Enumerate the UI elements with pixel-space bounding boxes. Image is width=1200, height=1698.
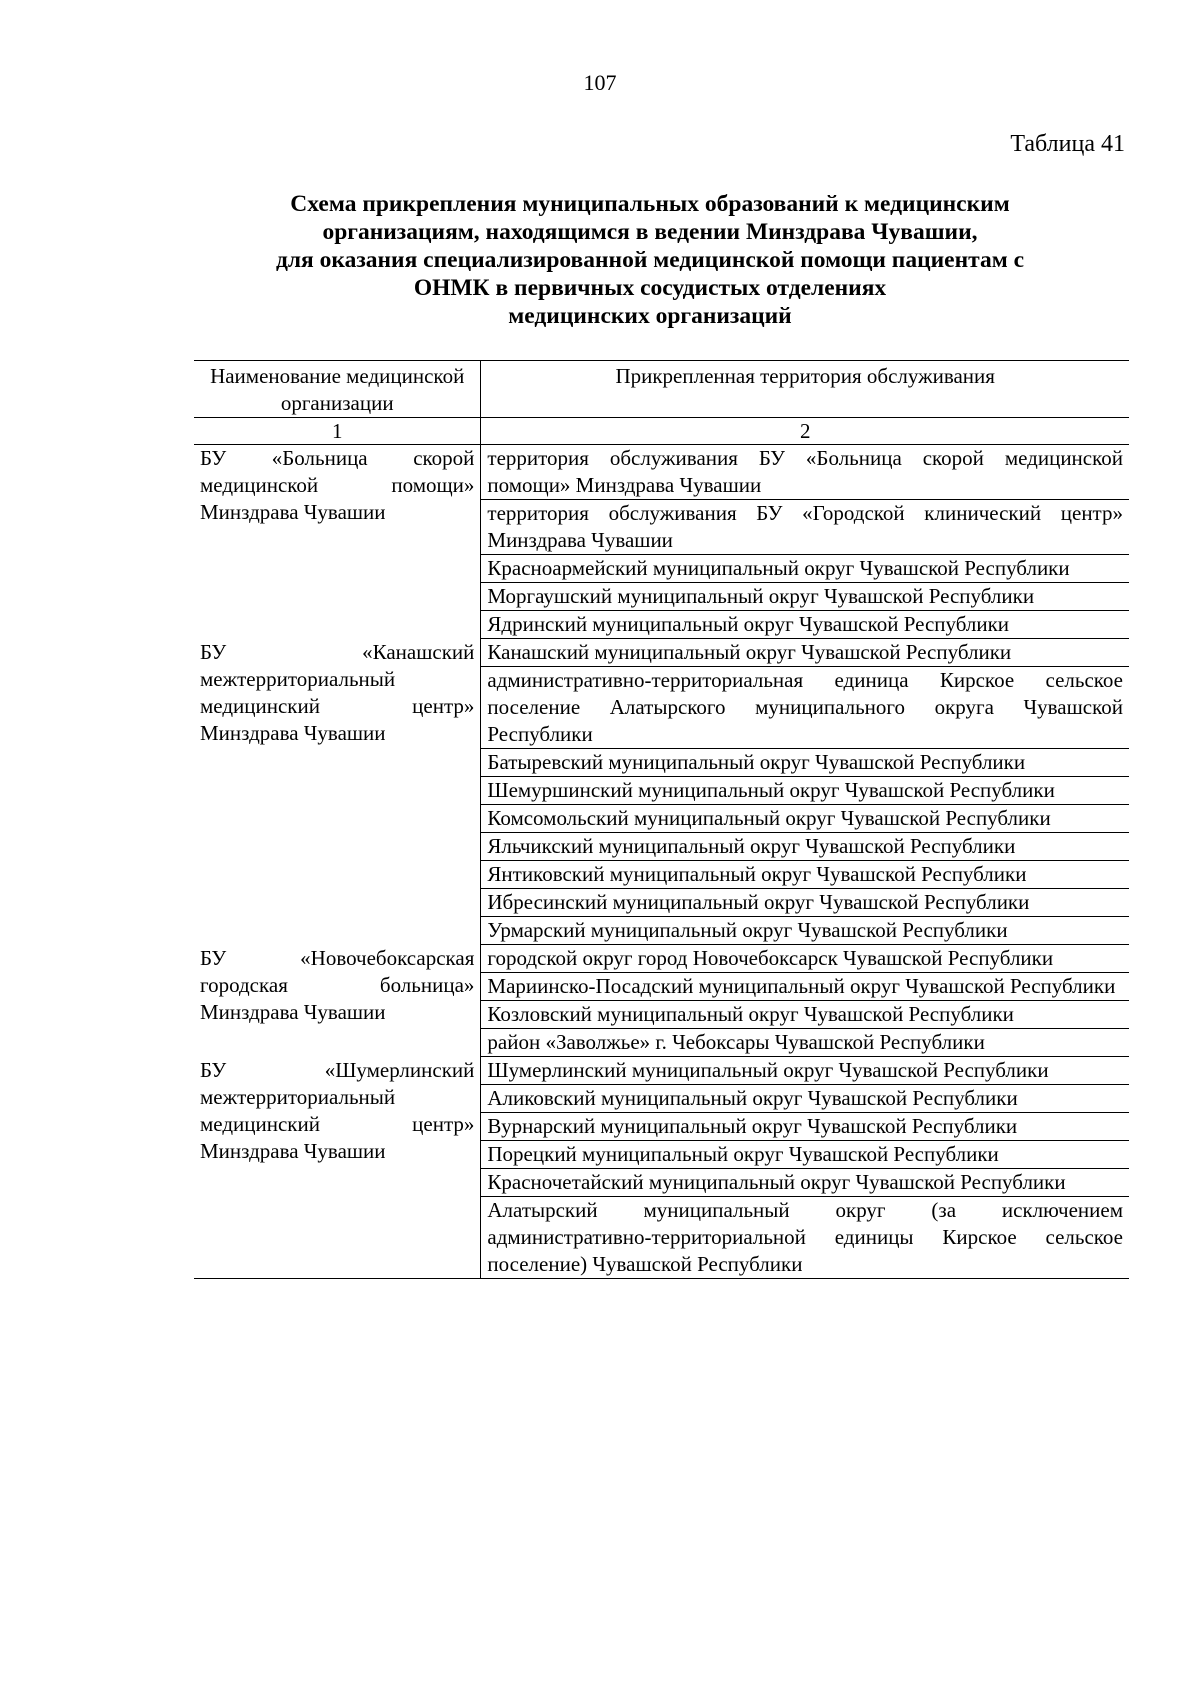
column-number-2: 2 xyxy=(481,418,1129,445)
organization-cell: БУ «Больница скорой медицинской помощи» Минздрава Чувашии xyxy=(194,445,481,639)
territory-cell: Яльчикский муниципальный округ Чувашской Республики xyxy=(481,833,1129,861)
organization-cell: БУ «Шумерлинский межтерриториальный медицинский центр» Минздрава Чувашии xyxy=(194,1057,481,1279)
territory-cell: Аликовский муниципальный округ Чувашской Республики xyxy=(481,1085,1129,1113)
territory-cell: городской округ город Новочебоксарск Чувашской Республики xyxy=(481,945,1129,973)
title-line: медицинских организаций xyxy=(508,303,792,329)
territory-cell: Батыревский муниципальный округ Чувашской Республики xyxy=(481,749,1129,777)
territory-cell: Шемуршинский муниципальный округ Чувашской Республики xyxy=(481,777,1129,805)
header-row xyxy=(194,361,1129,418)
territory-cell: Красноармейский муниципальный округ Чувашской Республики xyxy=(481,555,1129,583)
territory-cell: Моргаушский муниципальный округ Чувашской Республики xyxy=(481,583,1129,611)
territory-cell: Шумерлинский муниципальный округ Чувашской Республики xyxy=(481,1057,1129,1085)
territory-cell: Красночетайский муниципальный округ Чувашской Республики xyxy=(481,1169,1129,1197)
table-row xyxy=(194,945,1129,973)
territory-cell: Янтиковский муниципальный округ Чувашской Республики xyxy=(481,861,1129,889)
territory-cell: район «Заволжье» г. Чебоксары Чувашской Республики xyxy=(481,1029,1129,1057)
territory-cell: Мариинско-Посадский муниципальный округ Чувашской Республики xyxy=(481,973,1129,1001)
territory-cell: Ядринский муниципальный округ Чувашской Республики xyxy=(481,611,1129,639)
header-organization: Наименование медицинской организации xyxy=(194,361,481,418)
column-number-1: 1 xyxy=(194,418,481,445)
territory-cell: территория обслуживания БУ «Больница скорой медицинской помощи» Минздрава Чувашии xyxy=(481,445,1129,500)
territory-cell: Ибресинский муниципальный округ Чувашской Республики xyxy=(481,889,1129,917)
table-row xyxy=(194,445,1129,500)
title-line: Схема прикрепления муниципальных образований к медицинским xyxy=(290,191,1010,217)
title-line: организациям, находящимся в ведении Минздрава Чувашии, xyxy=(322,219,978,245)
table-row xyxy=(194,1057,1129,1085)
territory-cell: Козловский муниципальный округ Чувашской Республики xyxy=(481,1001,1129,1029)
organization-cell: БУ «Канашский межтерриториальный медицинский центр» Минздрава Чувашии xyxy=(194,639,481,945)
territory-cell: Порецкий муниципальный округ Чувашской Республики xyxy=(481,1141,1129,1169)
territory-cell: Канашский муниципальный округ Чувашской Республики xyxy=(481,639,1129,667)
title-line: ОНМК в первичных сосудистых отделениях xyxy=(413,275,887,301)
table-body xyxy=(194,361,1129,1279)
table-row xyxy=(194,639,1129,667)
page-number: 107 xyxy=(583,70,617,95)
territory-cell: Комсомольский муниципальный округ Чувашской Республики xyxy=(481,805,1129,833)
territory-cell: Урмарский муниципальный округ Чувашской Республики xyxy=(481,917,1129,945)
column-number-row xyxy=(194,418,1129,445)
table-title xyxy=(190,190,1110,330)
territory-cell: административно-территориальная единица Кирское сельское поселение Алатырского муниципального округа Чувашской Республики xyxy=(481,667,1129,749)
attachment-table xyxy=(194,360,1129,1279)
title-line: для оказания специализированной медицинской помощи пациентам с xyxy=(275,247,1025,273)
territory-cell: Алатырский муниципальный округ (за исключением административно-территориальной единицы Кирское сельское поселение) Чувашской Республики xyxy=(481,1197,1129,1279)
header-territory: Прикрепленная территория обслуживания xyxy=(481,361,1129,418)
table-label: Таблица 41 xyxy=(1010,131,1125,157)
organization-cell: БУ «Новочебоксарская городская больница» Минздрава Чувашии xyxy=(194,945,481,1057)
territory-cell: Вурнарский муниципальный округ Чувашской Республики xyxy=(481,1113,1129,1141)
territory-cell: территория обслуживания БУ «Городской клинический центр» Минздрава Чувашии xyxy=(481,500,1129,555)
